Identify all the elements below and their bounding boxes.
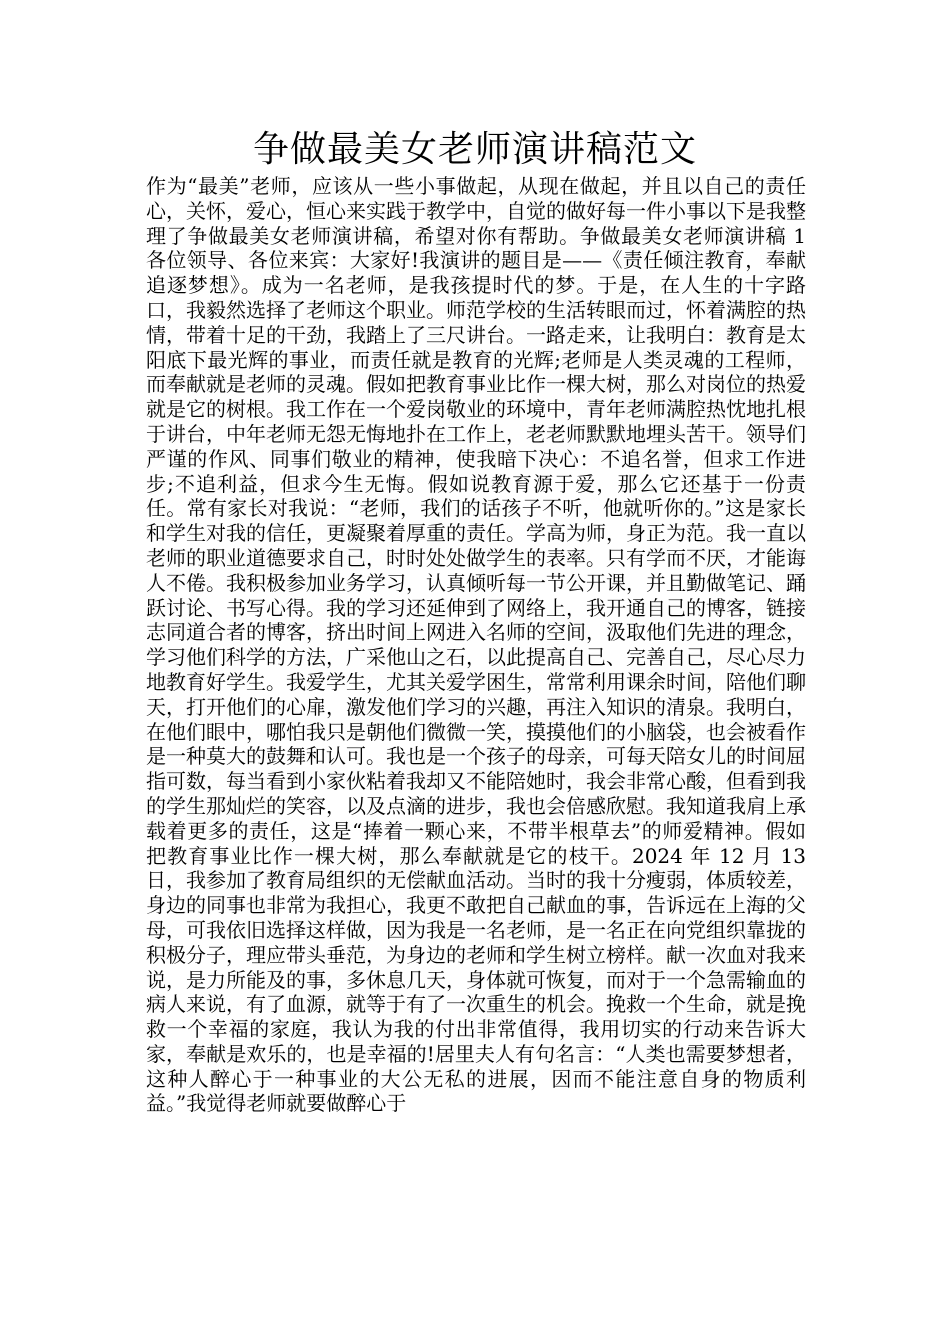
document-body-paragraph: 作为“最美”老师，应该从一些小事做起，从现在做起，并且以自己的责任心，关怀，爱心，恒心来实践于教学中，自觉的做好每一件小事以下是我整理了争做最美女老师演讲稿，希望对你有帮助。争做最美女老师演讲稿 1 各位领导、各位来宾：大家好!我演讲的题目是——《责任倾注教育，奉献追逐梦想》。成为一名老师，是我孩提时代的梦。于是，在人生的十字路口，我毅然选择了老师这个职业。师范学校的生活转眼而过，怀着满腔的热情，带着十足的干劲，我踏上了三尺讲台。一路走来，让我明白：教育是太阳底下最光辉的事业，而责任就是教育的光辉;老师是人类灵魂的工程师，而奉献就是老师的灵魂。假如把教育事业比作一棵大树，那么对岗位的热爱就是它的树根。我工作在一个爱岗敬业的环境中，青年老师满腔热忱地扎根于讲台，中年老师无怨无悔地扑在工作上，老老师默默地埋头苦干。领导们严谨的作风、同事们敬业的精神，使我暗下决心：不追名誉，但求工作进步;不追利益，但求今生无悔。假如说教育源于爱，那么它还基于一份责任。常有家长对我说：“老师，我们的话孩子不听，他就听你的。”这是家长和学生对我的信任，更凝聚着厚重的责任。学高为师，身正为范。我一直以老师的职业道德要求自己，时时处处做学生的表率。只有学而不厌，才能诲人不倦。我积极参加业务学习，认真倾听每一节公开课，并且勤做笔记、踊跃讨论、书写心得。我的学习还延伸到了网络上，我开通自己的博客，链接志同道合者的博客，挤出时间上网进入名师的空间，汲取他们先进的理念，学习他们科学的方法，广采他山之石，以此提高自己、完善自己，尽心尽力地教育好学生。我爱学生，尤其关爱学困生，常常利用课余时间，陪他们聊天，打开他们的心扉，激发他们学习的兴趣，再注入知识的清泉。我明白，在他们眼中，哪怕我只是朝他们微微一笑，摸摸他们的小脑袋，也会被看作是一种莫大的鼓舞和认可。我也是一个孩子的母亲，可每天陪女儿的时间屈指可数，每当看到小家伙粘着我却又不能陪她时，我会非常心酸，但看到我的学生那灿烂的笑容，以及点滴的进步，我也会倍感欣慰。我知道我肩上承载着更多的责任，这是“捧着一颗心来，不带半根草去”的师爱精神。假如把教育事业比作一棵大树，那么奉献就是它的枝干。2024 年 12 月 13 日，我参加了教育局组织的无偿献血活动。当时的我十分瘦弱，体质较差，身边的同事也非常为我担心，我更不敢把自己献血的事，告诉远在上海的父母，可我依旧选择这样做，因为我是一名老师，是一名正在向党组织靠拢的积极分子，理应带头垂范，为身边的老师和学生树立榜样。献一次血对我来说，是力所能及的事，多休息几天，身体就可恢复，而对于一个急需输血的病人来说，有了血源，就等于有了一次重生的机会。挽救一个生命，就是挽救一个幸福的家庭，我认为我的付出非常值得，我用切实的行动来告诉大家，奉献是欢乐的，也是幸福的!居里夫人有句名言：“人类也需要梦想者，这种人醉心于一种事业的大公无私的进展，因而不能注意自身的物质利益。”我觉得老师就要做醉心于 bbox=[146, 174, 806, 1116]
document-title: 争做最美女老师演讲稿范文 bbox=[252, 129, 697, 170]
